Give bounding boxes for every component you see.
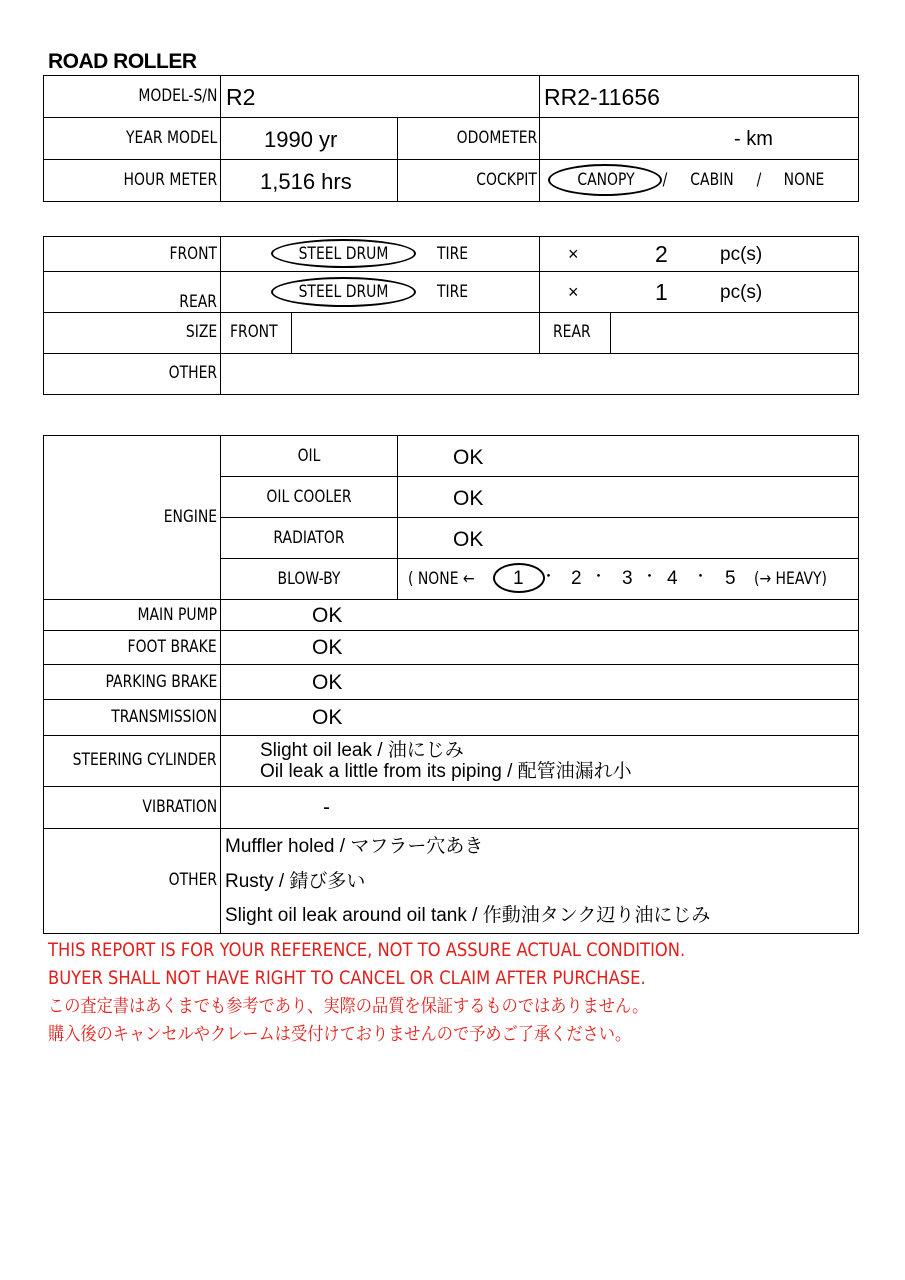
front-times: ×	[568, 244, 579, 264]
oil-label: OIL	[297, 446, 321, 466]
rear-tire-option: TIRE	[437, 282, 469, 302]
steering-cylinder-label: STEERING CYLINDER	[73, 750, 217, 770]
blow-by-heavy: (→ HEAVY)	[754, 569, 827, 589]
other-note-1: Muffler holed / マフラー穴あき	[225, 836, 484, 857]
vibration-label: VIBRATION	[142, 797, 217, 817]
serial-value: RR2-11656	[544, 84, 660, 110]
parking-brake-value: OK	[312, 671, 343, 694]
oil-cooler-label: OIL COOLER	[266, 487, 352, 507]
front-label: FRONT	[169, 244, 217, 264]
inspection-other-label: OTHER	[168, 870, 217, 890]
cockpit-label: COCKPIT	[476, 170, 537, 190]
cockpit-option-none: NONE	[783, 170, 825, 190]
model-value: R2	[226, 84, 256, 110]
blow-by-level-4: 4	[667, 568, 678, 589]
rear-count: 1	[655, 279, 668, 305]
other-note-3: Slight oil leak around oil tank / 作動油タンク辺り油にじみ	[225, 905, 711, 926]
year-value: 1990 yr	[264, 127, 338, 152]
blow-by-level-3: 3	[622, 568, 633, 589]
transmission-label: TRANSMISSION	[111, 707, 217, 727]
oil-value: OK	[453, 446, 484, 469]
model-label: MODEL-S/N	[137, 86, 217, 106]
foot-brake-value: OK	[312, 636, 343, 659]
blow-by-sep: ・	[541, 568, 557, 585]
front-tire-option: TIRE	[437, 244, 469, 264]
document-title: ROAD ROLLER	[48, 50, 197, 73]
rear-type: STEEL DRUM	[298, 282, 389, 302]
disclaimer-line-2: BUYER SHALL NOT HAVE RIGHT TO CANCEL OR CLAIM AFTER PURCHASE.	[48, 967, 646, 989]
cockpit-option-cabin: CABIN	[690, 170, 734, 190]
blow-by-none: ( NONE ←	[408, 569, 475, 589]
size-front-label: FRONT	[230, 322, 278, 342]
other-note-2: Rusty / 錆び多い	[225, 871, 366, 892]
blow-by-sep: ・	[591, 568, 607, 585]
hour-meter-value: 1,516 hrs	[260, 169, 352, 194]
parking-brake-label: PARKING BRAKE	[105, 672, 217, 692]
disclaimer-line-1: THIS REPORT IS FOR YOUR REFERENCE, NOT TO ASSURE ACTUAL CONDITION.	[48, 939, 686, 961]
size-label: SIZE	[185, 322, 217, 342]
rear-times: ×	[568, 282, 579, 302]
steering-note-2: Oil leak a little from its piping / 配管油漏れ小	[260, 761, 632, 782]
main-pump-label: MAIN PUMP	[137, 605, 217, 625]
year-label: YEAR MODEL	[125, 128, 217, 148]
blow-by-level-1: 1	[513, 568, 524, 589]
front-unit: pc(s)	[720, 244, 763, 265]
steering-note-1: Slight oil leak / 油にじみ	[260, 740, 464, 761]
radiator-value: OK	[453, 528, 484, 551]
blow-by-level-2: 2	[571, 568, 582, 589]
vibration-value: -	[323, 796, 330, 819]
odometer-value: - km	[734, 128, 773, 150]
blow-by-sep: ・	[642, 568, 658, 585]
main-pump-value: OK	[312, 604, 343, 627]
foot-brake-label: FOOT BRAKE	[127, 637, 217, 657]
transmission-value: OK	[312, 706, 343, 729]
front-count: 2	[655, 241, 668, 267]
cockpit-separator: /	[756, 170, 762, 190]
disclaimer-line-3: この査定書はあくまでも参考であり、実際の品質を保証するものではありません。	[48, 996, 649, 1017]
cockpit-separator: /	[662, 170, 668, 190]
engine-label: ENGINE	[163, 507, 217, 527]
wheel-other-label: OTHER	[168, 363, 217, 383]
radiator-label: RADIATOR	[273, 528, 345, 548]
disclaimer-line-4: 購入後のキャンセルやクレームは受付けておりませんので予めご了承ください。	[48, 1024, 632, 1045]
cockpit-option-canopy: CANOPY	[577, 170, 635, 190]
hour-meter-label: HOUR METER	[123, 170, 217, 190]
oil-cooler-value: OK	[453, 487, 484, 510]
blow-by-label: BLOW-BY	[277, 569, 341, 589]
front-type: STEEL DRUM	[298, 244, 389, 264]
blow-by-level-5: 5	[725, 568, 736, 589]
odometer-label: ODOMETER	[456, 128, 537, 148]
size-rear-label: REAR	[553, 322, 591, 342]
blow-by-sep: ・	[693, 568, 709, 585]
rear-label: REAR	[179, 292, 217, 312]
rear-unit: pc(s)	[720, 282, 763, 303]
